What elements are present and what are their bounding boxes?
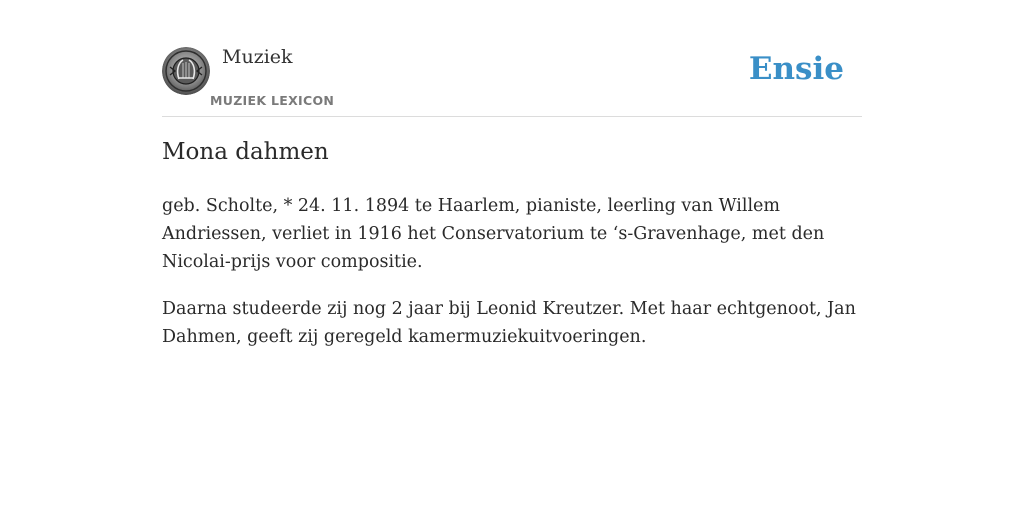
source-name-link[interactable]: Muziek: [222, 46, 293, 68]
article-title: Mona dahmen: [162, 139, 329, 165]
source-subtitle: MUZIEK LEXICON: [210, 93, 335, 108]
article-paragraph: geb. Scholte, * 24. 11. 1894 te Haarlem, pianiste, leerling van Willem Andriessen, verliet in 1916 het Conservatorium te ‘s-Gravenhage, met den Nicolai-prijs voor compositie.: [162, 196, 825, 272]
brand-logo[interactable]: Ensie: [748, 51, 844, 87]
article-paragraph: Daarna studeerde zij nog 2 jaar bij Leonid Kreutzer. Met haar echtgenoot, Jan Dahmen, geeft zij geregeld kamermuziekuitvoeringen.: [162, 299, 856, 347]
lyre-emblem-icon[interactable]: [162, 47, 210, 95]
source-header: [162, 40, 862, 117]
article-body: [162, 192, 862, 370]
